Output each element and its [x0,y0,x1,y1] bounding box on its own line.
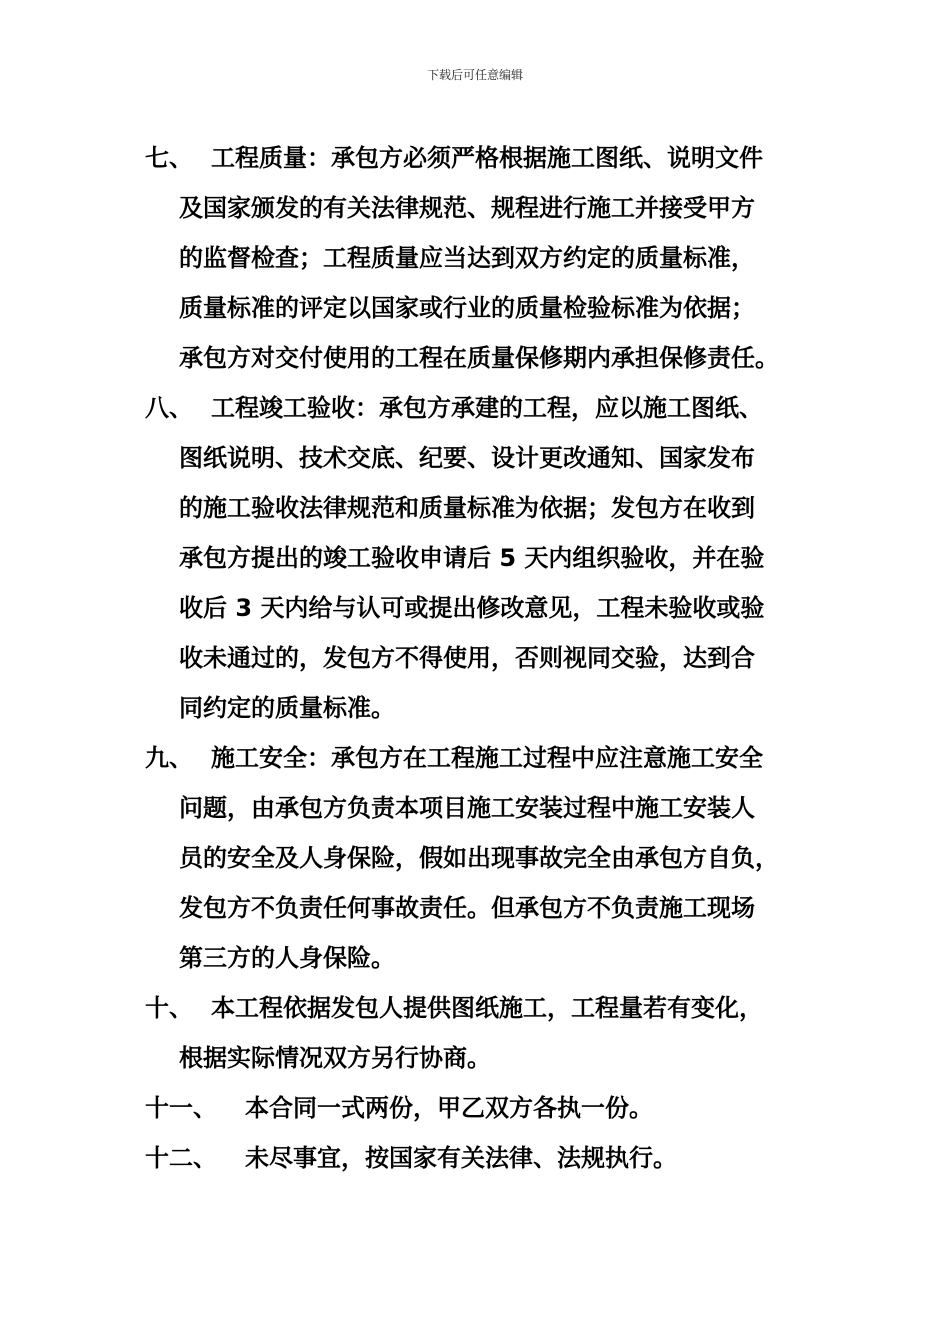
clause-line: 工程质量：承包方必须严格根据施工图纸、说明文件 [211,144,763,172]
clause-9 [0,733,950,983]
clause-10 [0,983,950,1083]
contract-clauses [0,133,950,1183]
clause-number: 七、 [145,144,193,172]
clause-line: 图纸说明、技术交底、纪要、设计更改通知、国家发布 [179,444,755,472]
clause-7 [0,133,950,383]
clause-line: 同约定的质量标准。 [179,694,395,722]
clause-8 [0,383,950,733]
clause-line: 本工程依据发包人提供图纸施工，工程量若有变化， [211,994,763,1022]
clause-number: 十一、 [145,1094,217,1122]
clause-line: 第三方的人身保险。 [179,944,395,972]
clause-line: 员的安全及人身保险，假如出现事故完全由承包方自负， [179,844,779,872]
clause-line: 收后 3 天内给与认可或提出修改意见，工程未验收或验 [179,594,765,622]
clause-number: 十、 [145,994,193,1022]
clause-number: 十二、 [145,1144,217,1172]
clause-12 [0,1133,950,1183]
clause-line: 根据实际情况双方另行协商。 [179,1044,491,1072]
clause-line: 的施工验收法律规范和质量标准为依据；发包方在收到 [179,494,755,522]
clause-line: 工程竣工验收：承包方承建的工程，应以施工图纸、 [211,394,763,422]
clause-line: 承包方提出的竣工验收申请后 5 天内组织验收，并在验 [179,544,765,572]
clause-line: 质量标准的评定以国家或行业的质量检验标准为依据； [179,294,755,322]
clause-line: 问题，由承包方负责本项目施工安装过程中施工安装人 [179,794,755,822]
clause-line: 收未通过的，发包方不得使用，否则视同交验，达到合 [179,644,755,672]
page-header-note: 下载后可任意编辑 [426,68,523,82]
clause-line: 未尽事宜，按国家有关法律、法规执行。 [245,1144,677,1172]
clause-line: 承包方对交付使用的工程在质量保修期内承担保修责任。 [179,344,779,372]
clause-11 [0,1083,950,1133]
clause-line: 发包方不负责任何事故责任。但承包方不负责施工现场 [179,894,755,922]
clause-number: 九、 [145,744,193,772]
clause-line: 施工安全：承包方在工程施工过程中应注意施工安全 [211,744,763,772]
clause-line: 本合同一式两份，甲乙双方各执一份。 [245,1094,653,1122]
clause-number: 八、 [145,394,193,422]
clause-line: 的监督检查；工程质量应当达到双方约定的质量标准， [179,244,755,272]
clause-line: 及国家颁发的有关法律规范、规程进行施工并接受甲方 [179,194,755,222]
